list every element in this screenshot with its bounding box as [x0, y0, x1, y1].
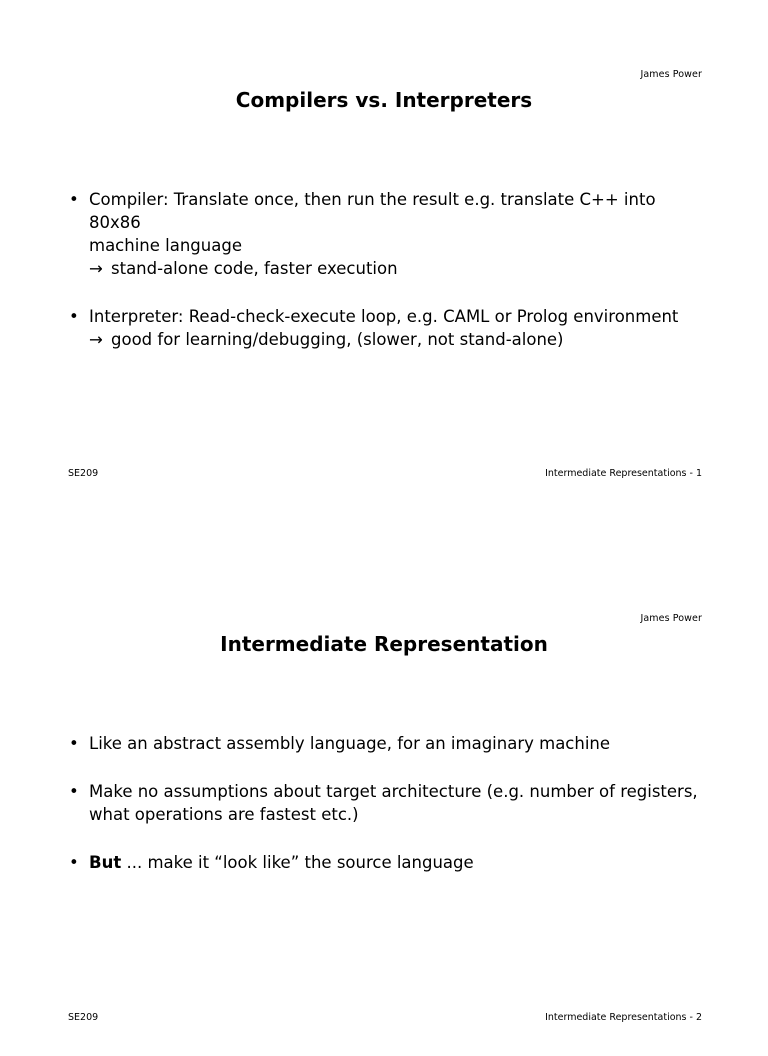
bullet-icon: •: [69, 190, 79, 209]
bullet-text: Like an abstract assembly language, for an imaginary machine: [89, 734, 611, 753]
bullet-icon: •: [69, 307, 79, 326]
bullet-text: Compiler: Translate once, then run the result e.g. translate C++ into 80x86: [89, 190, 656, 232]
page-label: Intermediate Representations - 2: [545, 1012, 702, 1023]
bullet-item-interpreter: [68, 305, 702, 351]
bullet-text: stand-alone code, faster execution: [111, 259, 398, 278]
bullet-text: machine language: [89, 236, 242, 255]
bullet-subline: [89, 257, 702, 280]
bullet-item-compiler: [68, 188, 702, 280]
bullet-text: [89, 851, 702, 874]
bullet-emphasis: But: [89, 853, 122, 872]
page-label: Intermediate Representations - 1: [545, 468, 702, 479]
right-arrow-icon: →: [89, 259, 103, 278]
course-code: SE209: [68, 1012, 99, 1023]
slide-title: Compilers vs. Interpreters: [235, 88, 533, 112]
bullet-icon: •: [69, 734, 79, 753]
bullet-text: what operations are fastest etc.): [89, 805, 359, 824]
bullet-subline: [89, 328, 702, 351]
bullet-text: good for learning/debugging, (slower, not stand-alone): [111, 330, 564, 349]
slide-2: [0, 544, 768, 1056]
bullet-list: [68, 732, 702, 899]
course-code: SE209: [68, 468, 99, 479]
author-name: James Power: [640, 613, 702, 624]
slide-1: [0, 0, 768, 512]
author-name: James Power: [640, 69, 702, 80]
bullet-rest: ... make it “look like” the source language: [121, 853, 474, 872]
bullet-icon: •: [69, 853, 79, 872]
right-arrow-icon: →: [89, 330, 103, 349]
bullet-item-look-like-source: [68, 851, 702, 874]
bullet-list: [68, 188, 702, 376]
bullet-icon: •: [69, 782, 79, 801]
bullet-text: Make no assumptions about target architecture (e.g. number of registers,: [89, 782, 698, 801]
bullet-item-abstract-assembly: [68, 732, 702, 755]
bullet-text: Interpreter: Read-check-execute loop, e.g. CAML or Prolog environment: [89, 307, 679, 326]
bullet-item-no-assumptions: [68, 780, 702, 826]
slide-title: Intermediate Representation: [220, 632, 548, 656]
